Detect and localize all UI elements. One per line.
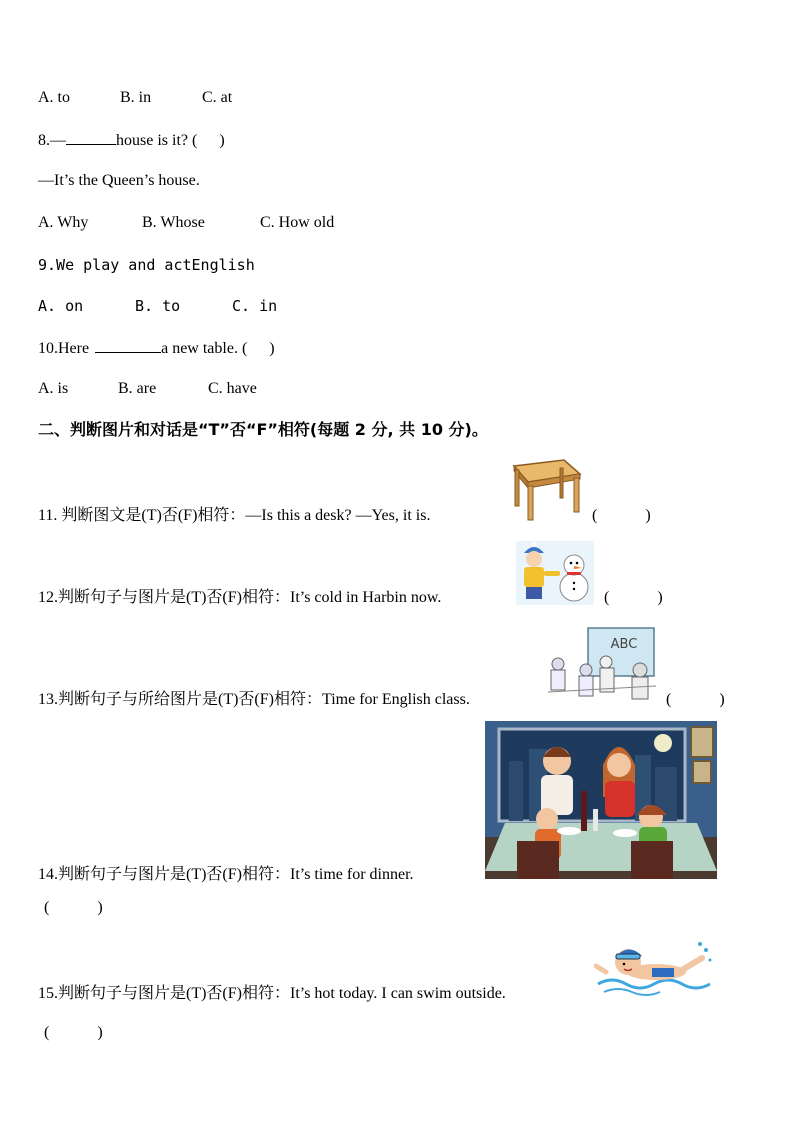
q10-options (38, 379, 257, 399)
q13-answer-paren[interactable]: ( ) (666, 691, 725, 708)
q13-question: 13.判断句子与所给图片是(T)否(F)相符：Time for English class. (38, 691, 470, 708)
q15-answer-paren[interactable]: ( ) (44, 1024, 103, 1041)
q8-prefix: 8.— (38, 132, 66, 149)
q8-options (38, 213, 334, 233)
swimmer-image (594, 936, 714, 998)
q8-question (38, 130, 225, 151)
q8-suffix: house is it? ( (116, 132, 198, 149)
q7-options (38, 88, 232, 108)
q12-question: 12.判断句子与图片是(T)否(F)相符：It’s cold in Harbin now. (38, 589, 442, 606)
snowman-scene-image (516, 541, 594, 605)
q9-option-b[interactable]: B. to (135, 297, 181, 315)
q8-option-b[interactable]: B. Whose (142, 214, 205, 231)
family-dinner-image (485, 721, 717, 879)
q9-option-a[interactable]: A. on (38, 297, 84, 315)
q8-option-c[interactable]: C. How old (260, 214, 335, 231)
q11-answer-paren[interactable]: ( ) (592, 507, 651, 524)
q9-options (38, 296, 277, 316)
q10-option-a[interactable]: A. is (38, 380, 69, 397)
q7-option-a[interactable]: A. to (38, 89, 70, 106)
q10-option-c[interactable]: C. have (208, 380, 257, 397)
q8-close: ) (219, 132, 225, 149)
q11-question: 11. 判断图文是(T)否(F)相符：—Is this a desk? —Yes, it is. (38, 507, 431, 524)
q10-blank[interactable] (95, 338, 161, 353)
q15-question: 15.判断句子与图片是(T)否(F)相符：It’s hot today. I can swim outside. (38, 985, 506, 1002)
q7-option-b[interactable]: B. in (120, 89, 152, 106)
q10-question (38, 338, 275, 359)
q8-blank[interactable] (66, 130, 116, 145)
q8-answer-line: —It’s the Queen’s house. (38, 172, 200, 189)
q10-suffix: a new table. ( (161, 340, 248, 357)
q14-question: 14.判断句子与图片是(T)否(F)相符：It’s time for dinner. (38, 866, 414, 883)
section-2-heading: 二、判断图片和对话是“T”否“F”相符(每题 2 分, 共 10 分)。 (38, 420, 488, 439)
q7-option-c[interactable]: C. at (202, 89, 233, 106)
q10-option-b[interactable]: B. are (118, 380, 157, 397)
q14-answer-paren[interactable]: ( ) (44, 899, 103, 916)
q10-prefix: 10.Here (38, 340, 90, 357)
q10-close: ) (269, 340, 275, 357)
classroom-image (548, 626, 656, 704)
q8-option-a[interactable]: A. Why (38, 214, 89, 231)
q9-question: 9.We play and actEnglish (38, 256, 255, 274)
q12-answer-paren[interactable]: ( ) (604, 589, 663, 606)
q9-option-c[interactable]: C. in (232, 297, 278, 315)
table-icon (502, 456, 582, 522)
board-text: ABC (610, 637, 638, 652)
